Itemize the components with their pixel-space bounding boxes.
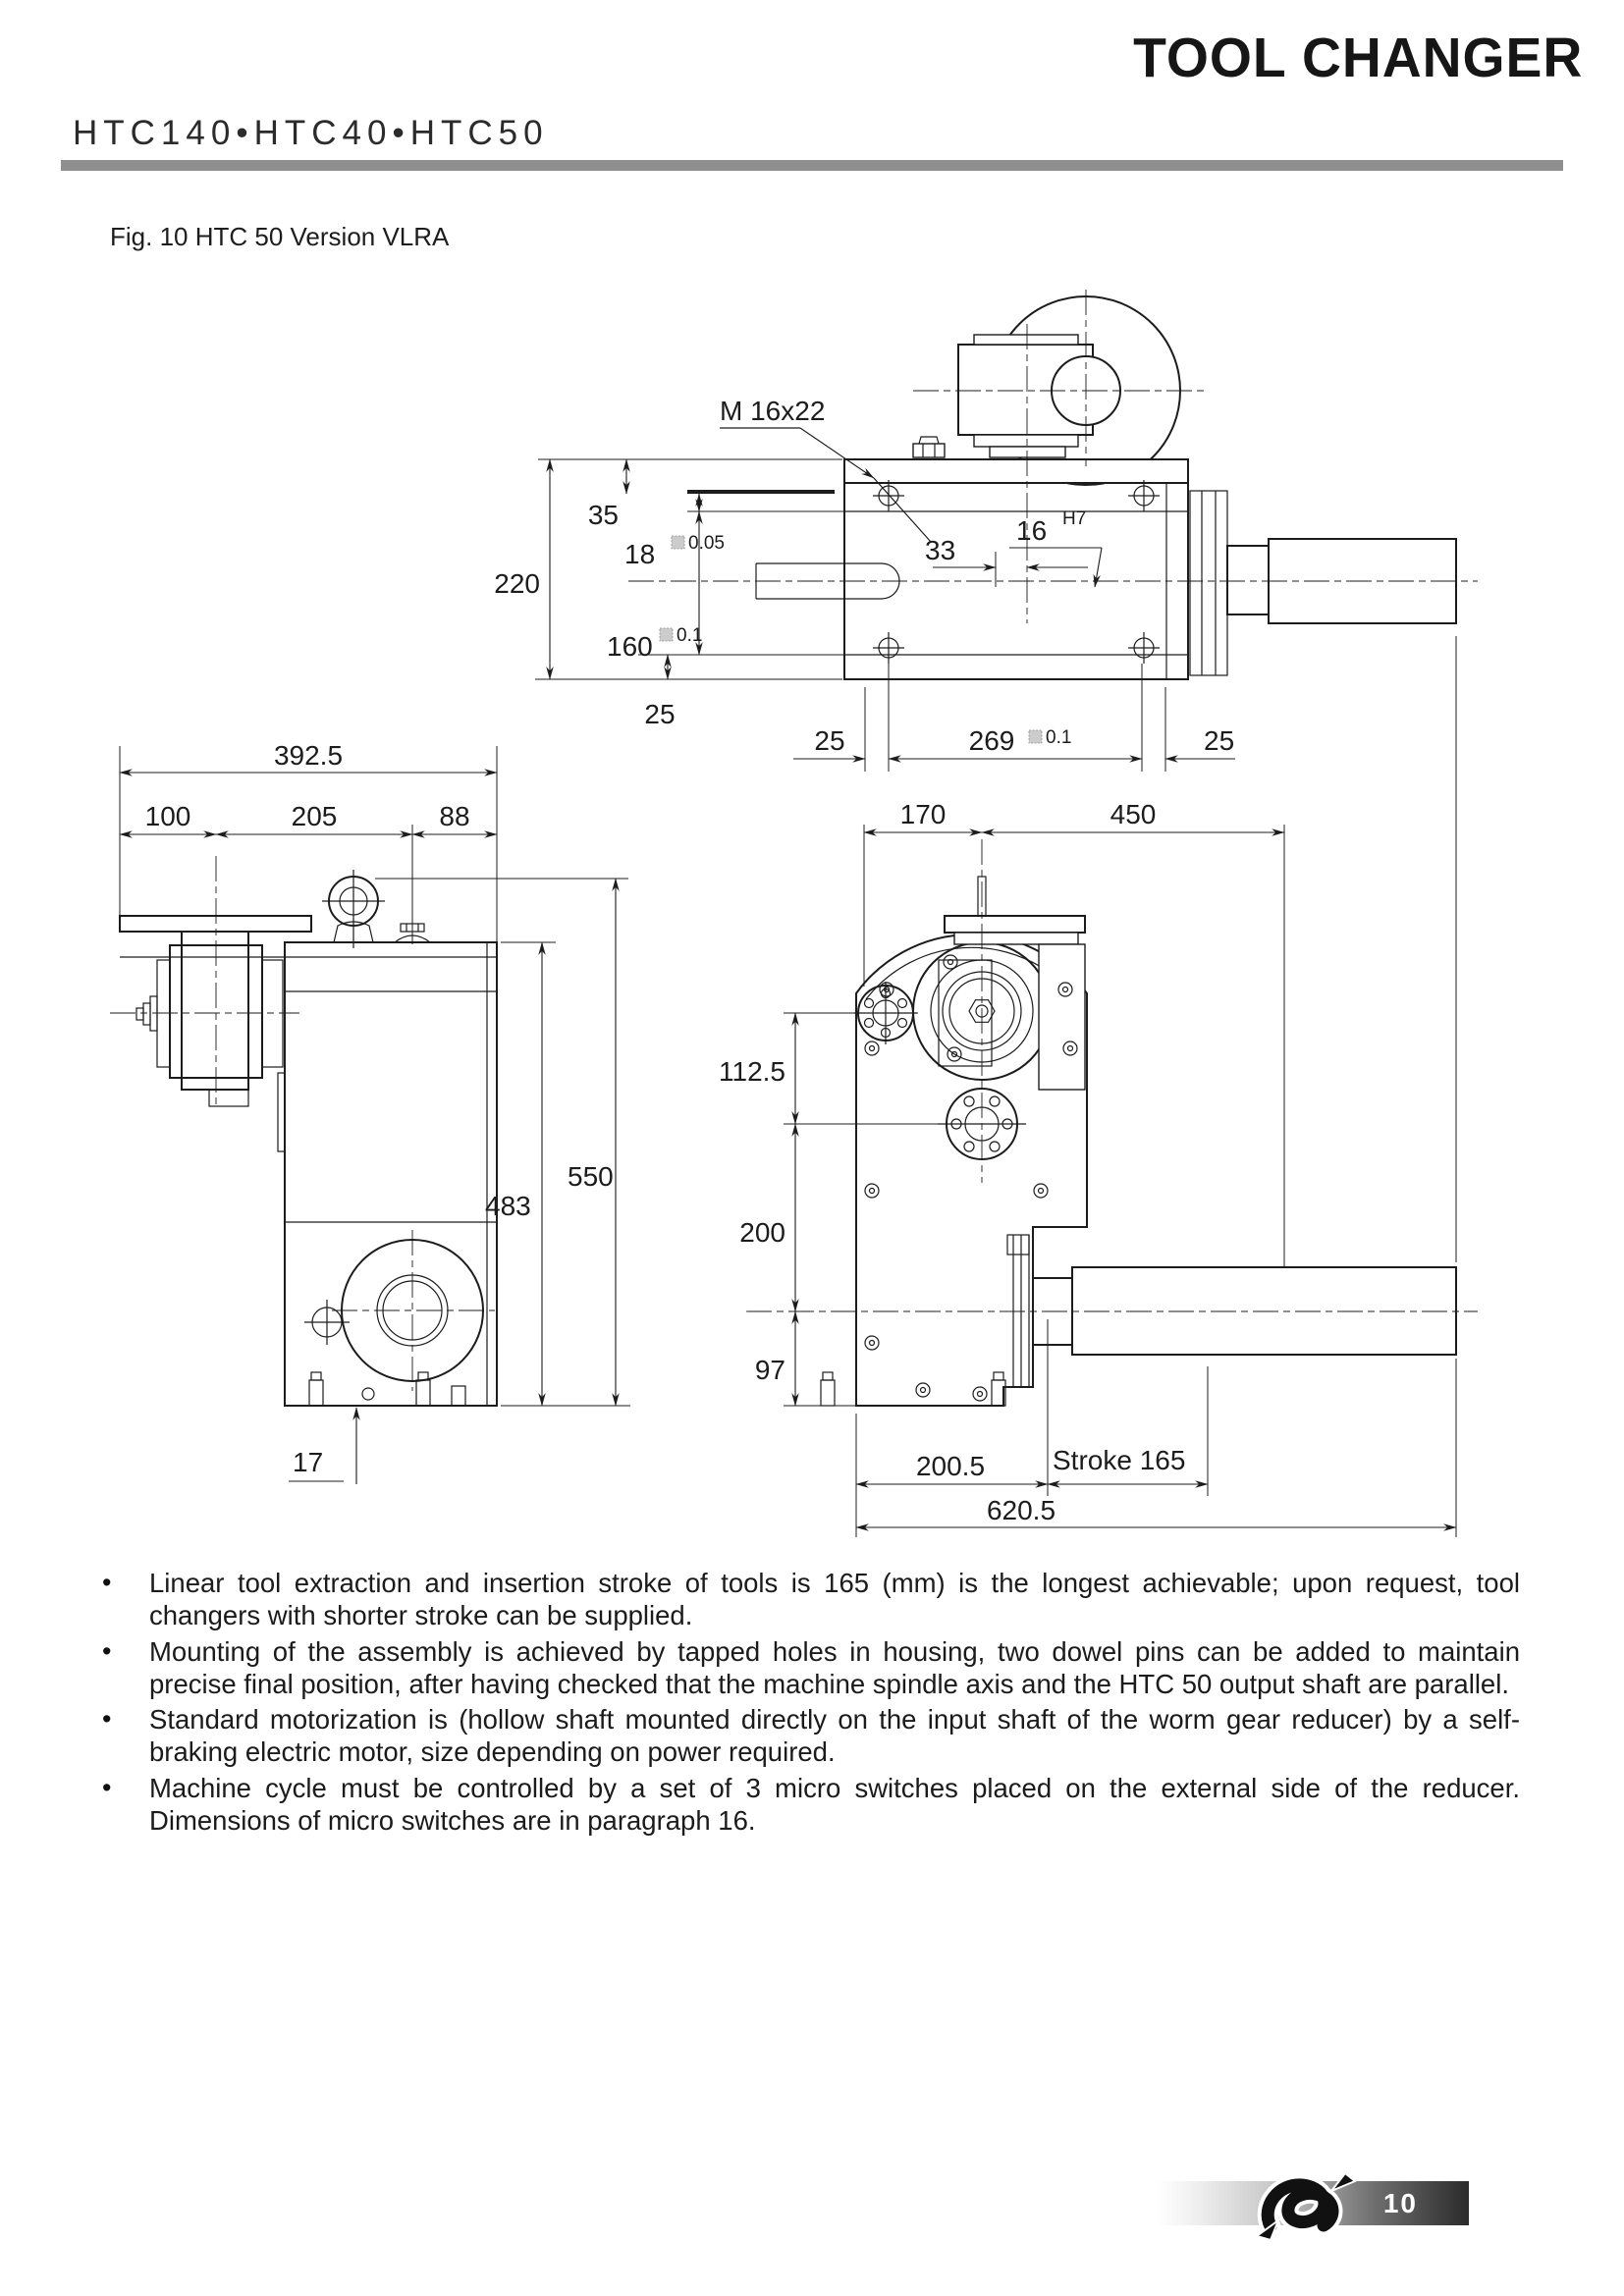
tapped-holes (873, 480, 1160, 664)
top-flange-plate (945, 916, 1085, 933)
dim-18-tolerance: 0.05 (688, 533, 725, 554)
dim-170-label: 170 (899, 799, 947, 829)
dim-17-label: 17 (293, 1447, 324, 1477)
dim-550-label: 550 (568, 1161, 614, 1192)
dim-450-label: 450 (1110, 799, 1157, 829)
dim-112-5-label: 112.5 (719, 1056, 785, 1087)
dim-269-label: 269 (968, 725, 1015, 756)
nut (913, 437, 945, 457)
note-text: Linear tool extraction and insertion stroke of tools is 165 (mm) is the longest achievable; upon request, tool changers with shorter stroke can be supplied. (149, 1568, 1520, 1631)
eye-bolt (322, 870, 385, 948)
dim-620-5-label: 620.5 (986, 1495, 1056, 1525)
dim-160-tolerance: 0.1 (677, 625, 703, 646)
notes-list (94, 1567, 1520, 1840)
thread-callout-label: M 16x22 (720, 396, 826, 426)
footer-bar (1157, 2181, 1469, 2225)
dim-25-bottom-label: 25 (644, 699, 676, 729)
tolerance-symbol (1029, 730, 1042, 743)
output-shaft-face (304, 1230, 495, 1391)
tolerance-symbol (660, 628, 673, 641)
gearbox-column (110, 856, 299, 1107)
dim-392-5-label: 392.5 (273, 740, 344, 771)
tolerance-symbol (672, 536, 684, 549)
dim-200-5-label: 200.5 (915, 1451, 986, 1481)
figure-caption: Fig. 10 HTC 50 Version VLRA (110, 222, 450, 251)
dim-160-label: 160 (607, 631, 653, 662)
brand-logo-icon (1255, 2165, 1357, 2244)
models-heading: HTC140•HTC40•HTC50 (73, 114, 549, 152)
top-view-drawing (494, 290, 1478, 772)
stroke-rail (1007, 1235, 1029, 1387)
dim-97-label: 97 (754, 1355, 785, 1385)
note-item (94, 1567, 1520, 1632)
dim-200-label: 200 (739, 1217, 785, 1248)
note-item (94, 1703, 1520, 1769)
side-view-drawing (110, 740, 630, 1484)
dim-25-left-label: 25 (814, 725, 845, 756)
dim-18-label: 18 (624, 539, 656, 569)
front-view-drawing (719, 636, 1478, 1537)
note-text: Mounting of the assembly is achieved by tapped holes in housing, two dowel pins can be added to maintain precise final position, after having checked that the machine spindle axis and the HTC 50 output shaft are parallel. (149, 1635, 1520, 1699)
note-item (94, 1635, 1520, 1701)
note-text: Machine cycle must be controlled by a set of 3 micro switches placed on the external side of the reducer. Dimensions of micro switches are in paragraph 16. (149, 1772, 1520, 1836)
fit-16-label: H7 (1062, 508, 1087, 529)
mounting-flange (120, 916, 311, 932)
dim-16-label: 16 (1016, 515, 1048, 546)
page-number: 10 (1382, 2188, 1418, 2218)
side-clamp-plates (1190, 491, 1227, 675)
front-extraction-shaft (1033, 1267, 1456, 1355)
dim-35-label: 35 (587, 500, 619, 530)
dim-269-tolerance: 0.1 (1046, 727, 1072, 748)
dim-205-label: 205 (291, 801, 338, 831)
housing-top-plate (844, 459, 1188, 483)
stroke-label: Stroke 165 (1053, 1445, 1186, 1475)
page-title: TOOL CHANGER (1132, 27, 1583, 89)
dim-33-label: 33 (925, 535, 956, 565)
note-text: Standard motorization is (hollow shaft mounted directly on the input shaft of the worm gear reducer) by a self-braking electric motor, size depending on power required. (149, 1704, 1520, 1768)
note-item (94, 1772, 1520, 1838)
reducer-body (120, 942, 497, 1406)
dim-25-right-label: 25 (1204, 725, 1235, 756)
dim-88-label: 88 (439, 801, 470, 831)
dim-483-label: 483 (485, 1191, 531, 1221)
dim-100-label: 100 (144, 801, 191, 831)
dim-220-label: 220 (494, 568, 540, 599)
